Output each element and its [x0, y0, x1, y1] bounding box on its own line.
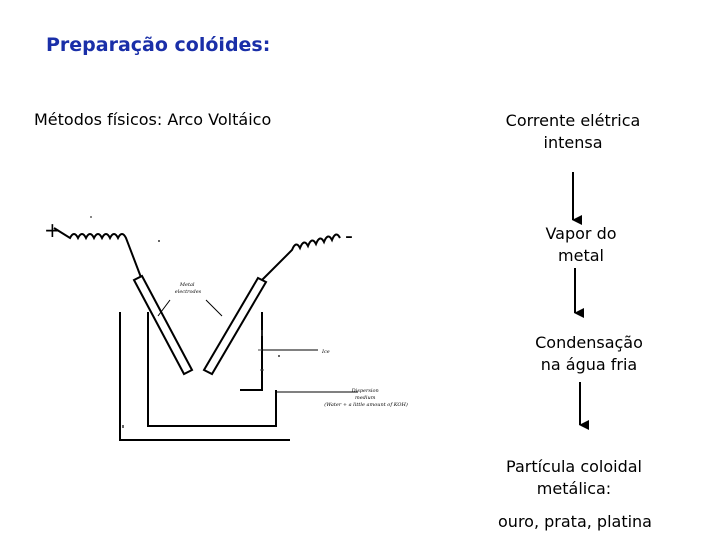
right-electrode [204, 278, 266, 374]
electrode-label: Metal electrodes [174, 282, 202, 295]
medium-label: Dispersion medium (Water + a little amount of KOH) [324, 388, 408, 408]
ice-label: Ice [322, 349, 330, 355]
speck [122, 425, 124, 428]
minus-sign: - [345, 224, 353, 249]
method-subtitle: Métodos físicos: Arco Voltáico [34, 110, 272, 129]
flow-step-current: Corrente elétrica intensa [505, 111, 641, 152]
right-coiled-wire [262, 234, 340, 280]
electric-arc-apparatus-figure [30, 200, 430, 460]
flow-examples: ouro, prata, platina [498, 512, 652, 531]
flow-step-condensation: Condensação na água fria [535, 333, 643, 374]
speck [278, 355, 280, 357]
left-coiled-wire [54, 228, 142, 280]
flow-step-particle: Partícula coloidal metálica: [506, 457, 642, 498]
slide-title: Preparação colóides: [46, 34, 271, 56]
flow-step-vapor: Vapor do metal [545, 224, 617, 265]
outer-beaker [120, 312, 290, 440]
speck [90, 216, 92, 218]
plus-sign: + [44, 218, 61, 242]
electrode-pointer-right [206, 300, 222, 316]
speck [158, 240, 160, 242]
